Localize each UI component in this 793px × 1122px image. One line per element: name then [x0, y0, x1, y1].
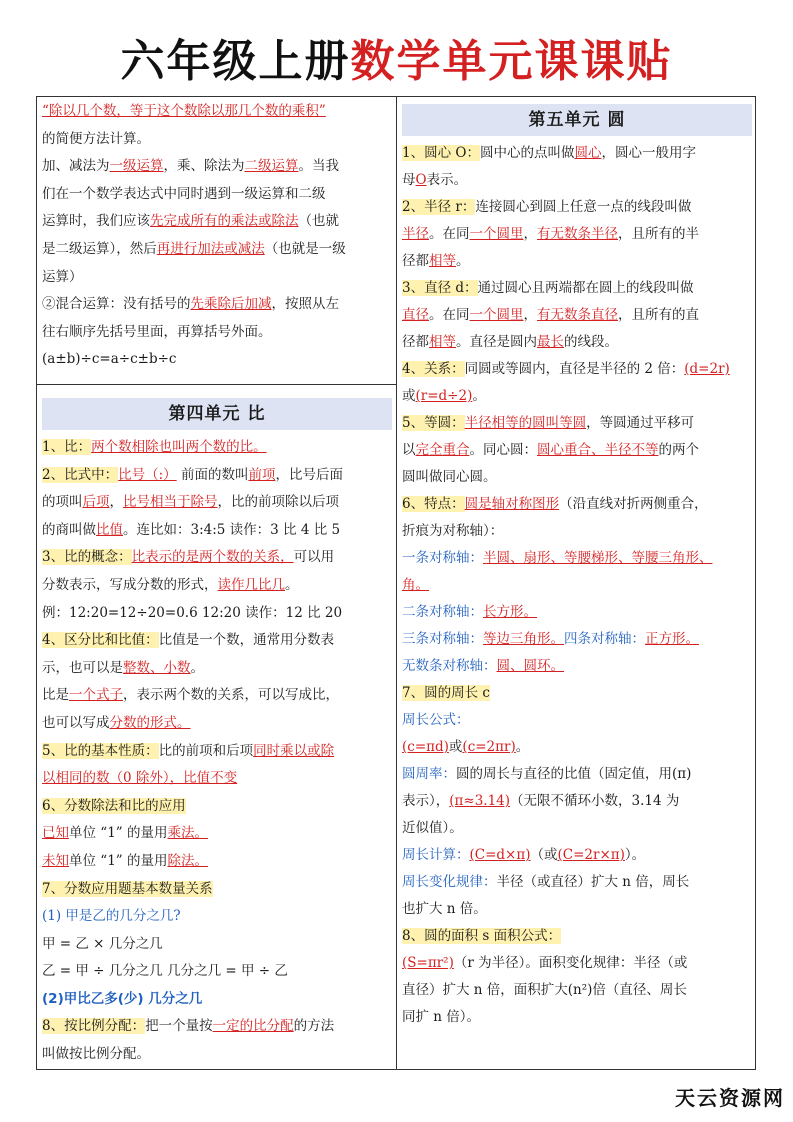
term: 读作几比几 — [217, 576, 285, 593]
term: 先完成所有的乘法或除法 — [150, 213, 299, 230]
text-line — [402, 572, 752, 599]
text-line — [42, 236, 392, 264]
unit5-heading: 第五单元 圆 — [402, 104, 752, 136]
formula: (C=2r×π) — [557, 847, 625, 863]
formula: (c=πd) — [402, 739, 449, 755]
formula: (c=2πr) — [462, 739, 516, 755]
text-line — [402, 707, 752, 734]
text: 前面的数叫 — [180, 466, 249, 483]
term: 长方形。 — [483, 604, 537, 620]
text-line — [402, 518, 752, 545]
text-line — [402, 869, 752, 896]
text-line — [42, 738, 392, 766]
text: ，圆心一般用字 — [601, 145, 696, 161]
text: 以 — [402, 442, 416, 458]
formula: (d=2r) — [684, 361, 730, 377]
term: 一级运算 — [109, 158, 164, 175]
text: （也就是一级 — [264, 240, 346, 257]
text: 示，也可以是 — [42, 659, 123, 676]
unit4-heading: 第四单元 比 — [42, 398, 392, 430]
text: 分数表示，写成分数的形式， — [42, 576, 218, 593]
text: 可以用 — [293, 549, 335, 566]
subheading: 四条对称轴： — [564, 631, 645, 647]
quote-text: “除以几个数，等于这个数除以那几个数的乘积” — [42, 103, 326, 119]
subheading: (2)甲比乙多(少) 几分之几 — [42, 990, 203, 1007]
text: 的商叫做 — [42, 521, 96, 538]
text-line — [42, 655, 392, 683]
text: 的线段。 — [564, 334, 618, 350]
term: 等边三角形。 — [483, 631, 564, 647]
item-label: 6、分数除法和比的应用 — [42, 797, 186, 814]
text-line — [402, 950, 752, 977]
term: 完全重合 — [415, 442, 470, 458]
text-line — [402, 437, 752, 464]
subheading: 圆周率： — [402, 766, 456, 782]
text-line — [402, 599, 752, 626]
formula: (C=d×π) — [469, 847, 531, 863]
text-line — [402, 653, 752, 680]
title-black: 六年级上册 — [120, 36, 351, 87]
subheading: 周长公式： — [402, 712, 470, 728]
term: 最长 — [537, 334, 564, 350]
text: ，且所有的直 — [618, 307, 699, 323]
term: 正方形。 — [645, 631, 699, 647]
term: 二级运算 — [244, 158, 299, 175]
text: 叫做按比例分配。 — [42, 1046, 150, 1063]
text: ，表示两个数的关系，可以写成比， — [123, 687, 339, 704]
text: 。在同 — [429, 307, 470, 323]
text-line — [402, 977, 752, 1004]
text: ②混合运算：没有括号的 — [42, 296, 191, 313]
term: 圆心 — [574, 145, 602, 161]
text: ）。 — [624, 847, 646, 863]
term: 前项 — [248, 466, 276, 483]
subheading: (1) 甲是乙的几分之几? — [42, 908, 181, 925]
text: 的项叫 — [42, 494, 83, 511]
text: ，乘、除法为 — [163, 158, 245, 175]
text-line — [42, 98, 392, 126]
text: 。 — [472, 388, 486, 404]
text: ， — [109, 494, 123, 511]
text-line — [402, 545, 752, 572]
text: 。 — [515, 739, 530, 755]
text-line — [42, 682, 392, 710]
text-line — [42, 319, 392, 347]
text-line — [42, 765, 392, 793]
term: 比值 — [96, 521, 123, 538]
text-line — [402, 194, 752, 221]
formula: 乙 = 甲 ÷ 几分之几 几分之几 = 甲 ÷ 乙 — [42, 963, 288, 980]
term: 两个数相除也叫两个数的比。 — [91, 439, 267, 455]
text-line — [42, 986, 392, 1014]
text-line — [402, 275, 752, 302]
item-label: 7、分数应用题基本数量关系 — [42, 880, 213, 897]
term: 有无数条半径 — [537, 226, 618, 242]
term: 再进行加法或减法 — [156, 240, 265, 257]
text: （无限不循环小数，3.14 为 — [510, 793, 680, 809]
watermark: 天云资源网 — [675, 1086, 785, 1110]
text: 。 — [190, 659, 204, 676]
text: 径都 — [402, 334, 429, 350]
text-line — [402, 680, 752, 707]
text: 半径（或直径）扩大 n 倍，周长 — [496, 874, 690, 890]
text-line — [42, 264, 392, 292]
text-line — [402, 761, 752, 788]
text-line — [42, 208, 392, 236]
unit4-section — [42, 398, 392, 1069]
column-divider — [396, 96, 397, 1070]
text: （或 — [530, 847, 558, 863]
text: 直径）扩大 n 倍，面积扩大(n²)倍（直径、周长 — [402, 982, 687, 998]
term: 有无数条直径 — [537, 307, 618, 323]
subheading: 三条对称轴： — [402, 631, 483, 647]
term: 一个圆里 — [469, 226, 524, 242]
text: 的两个 — [658, 442, 699, 458]
text: 比是 — [42, 687, 69, 704]
text-line — [42, 153, 392, 181]
item-label: 8、按比例分配： — [42, 1018, 146, 1035]
text-line — [42, 848, 392, 876]
term: 圆心重合、半径不等 — [537, 442, 659, 458]
text: ，比号后面 — [275, 466, 343, 483]
term: 比表示的是两个数的关系， — [131, 549, 294, 566]
text-line — [402, 842, 752, 869]
term: 比号（:） — [118, 466, 177, 483]
text-line — [42, 572, 392, 600]
text: 同圆或等圆内，直径是半径的 2 倍： — [464, 361, 685, 377]
text: 圆中心的点叫做 — [479, 145, 575, 161]
text: 。当我 — [298, 158, 339, 175]
text: 运算时，我们应该 — [42, 213, 150, 230]
text-line — [42, 820, 392, 848]
text: 折痕为对称轴）： — [402, 523, 504, 539]
item-label: 5、比的基本性质： — [42, 742, 159, 759]
term: 一定的比分配 — [212, 1018, 294, 1035]
text-line — [42, 126, 392, 154]
left-top-block — [42, 98, 392, 374]
formula: (π≈3.14) — [449, 793, 511, 809]
subheading: 周长变化规律： — [402, 874, 497, 890]
text-line — [42, 627, 392, 655]
text-line — [42, 489, 392, 517]
term: 相等 — [429, 253, 456, 269]
text: 。在同 — [429, 226, 470, 242]
text-line — [42, 876, 392, 904]
text-line — [402, 464, 752, 491]
term: 半径相等的圆叫等圆 — [464, 415, 587, 431]
text-line — [42, 1041, 392, 1069]
text: 。直径是圆内 — [456, 334, 537, 350]
text-line — [402, 302, 752, 329]
item-label: 3、比的概念： — [42, 549, 132, 566]
text: ， — [523, 226, 537, 242]
text: ， — [523, 307, 537, 323]
text-line — [402, 788, 752, 815]
subheading: 一条对称轴： — [402, 550, 483, 566]
term: 先乘除后加减 — [190, 296, 272, 313]
subheading: 无数条对称轴： — [402, 658, 497, 674]
text: 或 — [448, 739, 463, 755]
text-line — [402, 140, 752, 167]
text-line — [42, 793, 392, 821]
example: 例：12:20=12÷20=0.6 12:20 读作：12 比 20 — [42, 604, 343, 621]
text-line — [402, 383, 752, 410]
unit5-section — [402, 104, 752, 1031]
subheading: 二条对称轴： — [402, 604, 483, 620]
text: 近似值）。 — [402, 820, 463, 836]
term: 以相同的数（0 除外），比值不变 — [42, 770, 238, 787]
term: 后项 — [82, 494, 110, 511]
text: 。 — [285, 576, 299, 593]
term: 整数、小数 — [123, 659, 191, 676]
formula: 甲 = 乙 × 几分之几 — [42, 935, 163, 952]
text-line — [402, 329, 752, 356]
text-line — [402, 896, 752, 923]
text: 连接圆心到圆上任意一点的线段叫做 — [475, 199, 692, 215]
text-line — [42, 958, 392, 986]
text-line — [42, 1013, 392, 1041]
term: 一个式子 — [69, 687, 123, 704]
text: 或 — [402, 388, 416, 404]
item-label: 6、特点： — [402, 496, 465, 512]
text: ，且所有的半 — [618, 226, 699, 242]
text-line — [402, 1004, 752, 1031]
formula: (r=d÷2) — [415, 388, 473, 404]
text-line — [402, 167, 752, 194]
term: O — [415, 172, 427, 188]
text-line — [42, 931, 392, 959]
term: 未知 — [42, 852, 69, 869]
item-label: 2、比式中： — [42, 466, 119, 483]
text-line — [42, 600, 392, 628]
term: 比号相当于除号 — [123, 494, 218, 511]
text-line — [402, 410, 752, 437]
item-label: 5、等圆： — [402, 415, 465, 431]
term: 圆、圆环。 — [496, 658, 564, 674]
term: 相等 — [429, 334, 456, 350]
formula: (a±b)÷c=a÷c±b÷c — [42, 351, 177, 368]
page-title — [0, 32, 793, 92]
term: 同时乘以或除 — [253, 742, 335, 759]
text: 比的前项和后项 — [158, 742, 254, 759]
term: 半径 — [402, 226, 429, 242]
item-label: 1、比： — [42, 439, 92, 455]
term: 半圆、扇形、等腰梯形、等腰三角形、 — [483, 550, 713, 566]
text: 表示。 — [426, 172, 468, 188]
text: ，等圆通过平移可 — [586, 415, 695, 431]
text: 运算） — [42, 268, 83, 285]
text: 圆的周长与直径的比值（固定值，用(π) — [456, 766, 692, 782]
item-label: 7、圆的周长 c — [402, 685, 490, 701]
text-line — [42, 291, 392, 319]
text: 。连比如：3:4:5 读作：3 比 4 比 5 — [123, 521, 341, 538]
text: 是二级运算），然后 — [42, 240, 157, 257]
text-line — [402, 626, 752, 653]
term: 除法。 — [167, 852, 208, 869]
term: 直径 — [402, 307, 429, 323]
item-label: 4、关系： — [402, 361, 465, 377]
text-line — [402, 815, 752, 842]
left-section-divider — [36, 384, 396, 385]
text: 把一个量按 — [145, 1018, 213, 1035]
text-line — [402, 923, 752, 950]
text-line — [42, 434, 392, 462]
term: 乘法。 — [167, 825, 208, 842]
text: 也扩大 n 倍。 — [402, 901, 487, 917]
item-label: 8、圆的面积 s 面积公式： — [402, 928, 562, 944]
text: （也就 — [298, 213, 339, 230]
text: 通过圆心且两端都在圆上的线段叫做 — [477, 280, 694, 296]
text-line — [42, 462, 392, 490]
term: 分数的形式。 — [109, 714, 191, 731]
text-line — [42, 517, 392, 545]
formula: (S=πr²) — [402, 955, 454, 971]
text-line — [402, 734, 752, 761]
text: 的方法 — [293, 1018, 335, 1035]
text-line — [42, 544, 392, 572]
text: ，比的前项除以后项 — [217, 494, 339, 511]
text: 径都 — [402, 253, 429, 269]
text: （r 为半径）。面积变化规律：半径（或 — [453, 955, 688, 971]
text: 。同心圆： — [469, 442, 537, 458]
text: 单位 “1” 的量用 — [69, 825, 168, 842]
term: 角。 — [402, 577, 429, 593]
item-label: 2、半径 r： — [402, 199, 476, 215]
text: 表示）， — [402, 793, 450, 809]
text: （沿直线对折两侧重合， — [559, 496, 708, 512]
text: 的简便方法计算。 — [42, 130, 150, 147]
term: 已知 — [42, 825, 69, 842]
text-line — [402, 248, 752, 275]
term: 一个圆里 — [469, 307, 524, 323]
text: 也可以写成 — [42, 714, 110, 731]
text: 往右顺序先括号里面，再算括号外面。 — [42, 323, 272, 340]
text-line — [42, 710, 392, 738]
text: 圆叫做同心圆。 — [402, 469, 497, 485]
text: 比值是一个数，通常用分数表 — [158, 632, 335, 649]
text-line — [402, 221, 752, 248]
subheading: 周长计算： — [402, 847, 470, 863]
text: 母 — [402, 172, 416, 188]
item-label: 3、直径 d： — [402, 280, 478, 296]
formula-line — [42, 346, 392, 374]
text: 。 — [456, 253, 470, 269]
text: 同扩 n 倍）。 — [402, 1009, 481, 1025]
title-red: 数学单元课课贴 — [350, 36, 673, 87]
text-line — [402, 356, 752, 383]
text: 加、减法为 — [42, 158, 110, 175]
item-label: 4、区分比和比值： — [42, 632, 159, 649]
text-line — [42, 181, 392, 209]
item-label: 1、圆心 O： — [402, 145, 480, 161]
text-line — [42, 903, 392, 931]
text: 们在一个数学表达式中同时遇到一级运算和二级 — [42, 185, 326, 202]
text: 单位 “1” 的量用 — [69, 852, 168, 869]
text-line — [402, 491, 752, 518]
term: 圆是轴对称图形 — [464, 496, 560, 512]
text: ，按照从左 — [271, 296, 339, 313]
